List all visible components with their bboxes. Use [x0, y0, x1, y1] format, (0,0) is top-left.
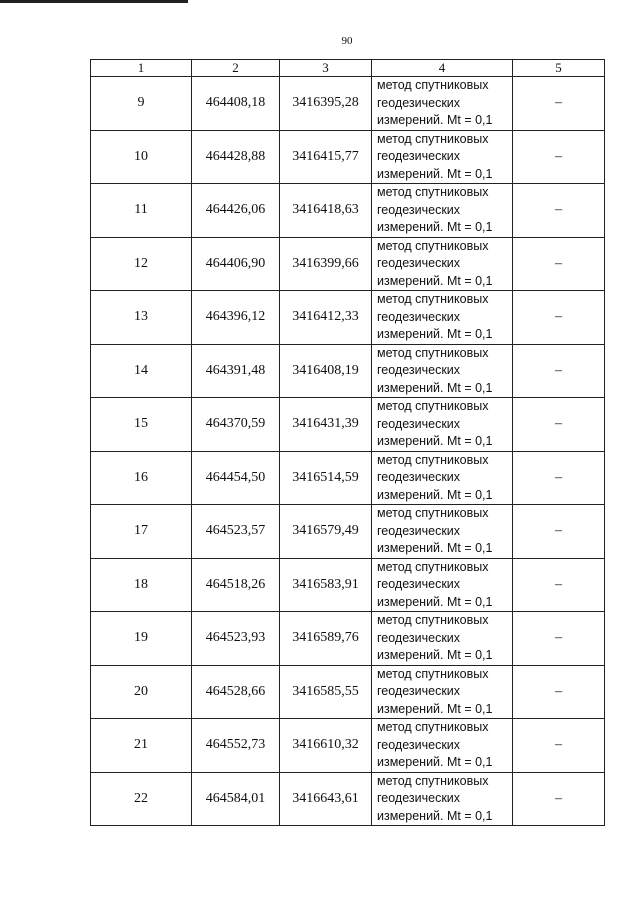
- cell-point-number: 22: [91, 772, 192, 826]
- cell-note: –: [513, 772, 605, 826]
- top-rule: [0, 0, 188, 3]
- method-line: метод спутниковых: [377, 131, 489, 146]
- cell-coordinate-x: 464523,93: [192, 612, 280, 666]
- method-line: геодезических: [377, 202, 461, 217]
- cell-coordinate-x: 464370,59: [192, 398, 280, 452]
- header-col-2: 2: [192, 60, 280, 77]
- cell-method: [372, 237, 513, 291]
- method-line: метод спутниковых: [377, 559, 489, 574]
- coordinates-table: [90, 59, 605, 826]
- method-line: метод спутниковых: [377, 506, 489, 520]
- method-line: метод спутниковых: [377, 613, 489, 627]
- method-line: измерений. Mt = 0,1: [377, 380, 493, 395]
- cell-note: –: [513, 612, 605, 666]
- cell-coordinate-x: 464454,50: [192, 451, 280, 505]
- cell-coordinate-y: 3416610,32: [280, 719, 372, 773]
- table-row: [91, 505, 605, 559]
- method-line: метод спутниковых: [377, 345, 489, 360]
- method-line: метод спутниковых: [377, 666, 489, 681]
- cell-point-number: 15: [91, 398, 192, 452]
- method-line: геодезических: [377, 737, 461, 752]
- cell-note: –: [513, 291, 605, 345]
- cell-method: [372, 772, 513, 826]
- cell-coordinate-y: 3416514,59: [280, 451, 372, 505]
- method-line: метод спутниковых: [377, 78, 489, 92]
- cell-point-number: 19: [91, 612, 192, 666]
- cell-coordinate-x: 464523,57: [192, 505, 280, 559]
- header-col-1: 1: [91, 60, 192, 77]
- method-line: измерений. Mt = 0,1: [377, 541, 493, 555]
- cell-point-number: 18: [91, 558, 192, 612]
- cell-coordinate-y: 3416415,77: [280, 130, 372, 184]
- cell-coordinate-x: 464406,90: [192, 237, 280, 291]
- cell-coordinate-y: 3416579,49: [280, 505, 372, 559]
- cell-note: –: [513, 344, 605, 398]
- cell-point-number: 20: [91, 665, 192, 719]
- cell-note: –: [513, 184, 605, 238]
- method-line: измерений. Mt = 0,1: [377, 113, 493, 127]
- cell-point-number: 14: [91, 344, 192, 398]
- method-line: метод спутниковых: [377, 292, 489, 306]
- cell-method: [372, 184, 513, 238]
- method-line: геодезических: [377, 630, 461, 645]
- table-row: [91, 291, 605, 345]
- cell-method: [372, 612, 513, 666]
- table-row: [91, 558, 605, 612]
- cell-point-number: 21: [91, 719, 192, 773]
- cell-note: –: [513, 505, 605, 559]
- method-line: измерений. Mt = 0,1: [377, 220, 493, 234]
- table-row: [91, 237, 605, 291]
- cell-note: –: [513, 237, 605, 291]
- cell-method: [372, 719, 513, 773]
- cell-coordinate-y: 3416431,39: [280, 398, 372, 452]
- table-row: [91, 719, 605, 773]
- cell-point-number: 10: [91, 130, 192, 184]
- cell-note: –: [513, 558, 605, 612]
- method-line: метод спутниковых: [377, 452, 489, 467]
- cell-coordinate-y: 3416585,55: [280, 665, 372, 719]
- method-line: измерений. Mt = 0,1: [377, 648, 493, 662]
- cell-note: –: [513, 398, 605, 452]
- cell-coordinate-x: 464426,06: [192, 184, 280, 238]
- method-line: измерений. Mt = 0,1: [377, 701, 493, 716]
- method-line: геодезических: [377, 791, 461, 805]
- table-row: [91, 451, 605, 505]
- cell-point-number: 13: [91, 291, 192, 345]
- header-col-5: 5: [513, 60, 605, 77]
- cell-coordinate-x: 464528,66: [192, 665, 280, 719]
- method-line: измерений. Mt = 0,1: [377, 808, 493, 823]
- cell-point-number: 9: [91, 77, 192, 131]
- cell-method: [372, 291, 513, 345]
- cell-coordinate-x: 464428,88: [192, 130, 280, 184]
- table-row: [91, 184, 605, 238]
- header-col-4: 4: [372, 60, 513, 77]
- method-line: измерений. Mt = 0,1: [377, 273, 493, 288]
- method-line: геодезических: [377, 470, 461, 484]
- method-line: геодезических: [377, 684, 461, 698]
- method-line: метод спутниковых: [377, 185, 489, 199]
- table-row: [91, 398, 605, 452]
- cell-coordinate-y: 3416583,91: [280, 558, 372, 612]
- cell-method: [372, 77, 513, 131]
- cell-point-number: 11: [91, 184, 192, 238]
- table-row: [91, 612, 605, 666]
- method-line: метод спутниковых: [377, 399, 489, 413]
- cell-point-number: 17: [91, 505, 192, 559]
- method-line: метод спутниковых: [377, 720, 489, 734]
- cell-note: –: [513, 77, 605, 131]
- cell-method: [372, 130, 513, 184]
- method-line: геодезических: [377, 256, 461, 270]
- table-body: [91, 77, 605, 826]
- method-line: метод спутниковых: [377, 773, 489, 788]
- cell-coordinate-x: 464396,12: [192, 291, 280, 345]
- cell-coordinate-y: 3416399,66: [280, 237, 372, 291]
- cell-note: –: [513, 130, 605, 184]
- cell-coordinate-x: 464408,18: [192, 77, 280, 131]
- cell-coordinate-x: 464552,73: [192, 719, 280, 773]
- cell-method: [372, 558, 513, 612]
- cell-coordinate-y: 3416412,33: [280, 291, 372, 345]
- method-line: геодезических: [377, 309, 461, 324]
- cell-coordinate-y: 3416589,76: [280, 612, 372, 666]
- method-line: геодезических: [377, 363, 461, 377]
- method-line: измерений. Mt = 0,1: [377, 594, 493, 609]
- table-row: [91, 130, 605, 184]
- cell-coordinate-y: 3416395,28: [280, 77, 372, 131]
- method-line: метод спутниковых: [377, 238, 489, 253]
- cell-method: [372, 398, 513, 452]
- table-row: [91, 665, 605, 719]
- method-line: измерений. Mt = 0,1: [377, 327, 493, 341]
- page-number: 90: [341, 35, 353, 47]
- method-line: геодезических: [377, 149, 461, 163]
- cell-method: [372, 505, 513, 559]
- cell-note: –: [513, 719, 605, 773]
- table-row: [91, 772, 605, 826]
- cell-point-number: 16: [91, 451, 192, 505]
- method-line: измерений. Mt = 0,1: [377, 166, 493, 181]
- cell-method: [372, 665, 513, 719]
- header-col-3: 3: [280, 60, 372, 77]
- cell-note: –: [513, 665, 605, 719]
- cell-note: –: [513, 451, 605, 505]
- cell-coordinate-x: 464391,48: [192, 344, 280, 398]
- method-line: геодезических: [377, 523, 461, 538]
- method-line: геодезических: [377, 577, 461, 591]
- method-line: геодезических: [377, 416, 461, 431]
- cell-coordinate-y: 3416643,61: [280, 772, 372, 826]
- cell-point-number: 12: [91, 237, 192, 291]
- cell-coordinate-x: 464518,26: [192, 558, 280, 612]
- table-row: [91, 344, 605, 398]
- method-line: измерений. Mt = 0,1: [377, 434, 493, 448]
- cell-coordinate-x: 464584,01: [192, 772, 280, 826]
- cell-coordinate-y: 3416418,63: [280, 184, 372, 238]
- cell-method: [372, 344, 513, 398]
- method-line: измерений. Mt = 0,1: [377, 755, 493, 769]
- table-row: [91, 77, 605, 131]
- method-line: геодезических: [377, 95, 461, 110]
- cell-coordinate-y: 3416408,19: [280, 344, 372, 398]
- cell-method: [372, 451, 513, 505]
- method-line: измерений. Mt = 0,1: [377, 487, 493, 502]
- table-header-row: [91, 60, 605, 77]
